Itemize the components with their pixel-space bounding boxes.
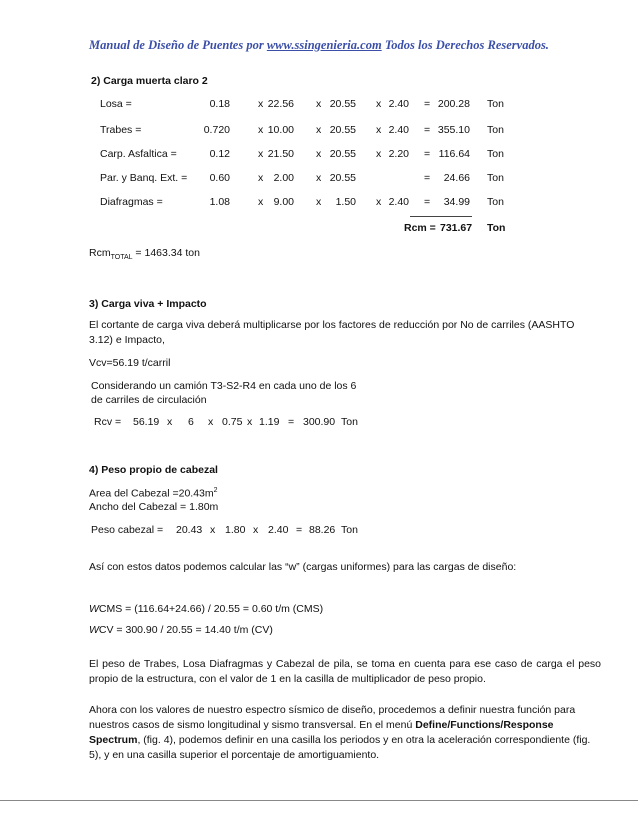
cell-a: 0.720: [203, 124, 230, 136]
peso-eq: =: [296, 524, 303, 536]
cell-unit: Ton: [487, 124, 504, 136]
cell-x2: x: [316, 148, 322, 160]
cell-x1: x: [258, 196, 264, 208]
total-row: [0, 222, 638, 236]
cell-b: 9.00: [273, 196, 294, 208]
cell-x2: x: [316, 172, 322, 184]
wcms-formula: WCMS = (116.64+24.66) / 20.55 = 0.60 t/m (CMS): [89, 603, 324, 615]
cell-x1: x: [258, 148, 264, 160]
cell-label: Trabes =: [100, 124, 142, 136]
rcv-eq: =: [288, 416, 295, 428]
cell-x1: x: [258, 98, 264, 110]
cell-eq: =: [424, 124, 431, 136]
truck-note-line1: Considerando un camión T3-S2-R4 en cada uno de los 6: [91, 380, 357, 392]
rcv-unit: Ton: [341, 416, 358, 428]
rcv-b: 6: [188, 416, 194, 428]
table-row: [0, 98, 638, 112]
cell-res: 200.28: [437, 98, 470, 110]
wcv-formula: WCV = 300.90 / 20.55 = 14.40 t/m (CV): [89, 624, 273, 636]
peso-c: 2.40: [268, 524, 289, 536]
rcv-res: 300.90: [303, 416, 336, 428]
cell-b: 10.00: [267, 124, 294, 136]
ancho-cabezal: Ancho del Cabezal = 1.80m: [89, 501, 219, 513]
peso-unit: Ton: [341, 524, 358, 536]
cell-label: Losa =: [100, 98, 132, 110]
rcv-a: 56.19: [133, 416, 160, 428]
cell-d: 2.40: [388, 196, 409, 208]
cell-x3: x: [376, 196, 382, 208]
cell-a: 0.12: [209, 148, 230, 160]
asi-text: Así con estos datos podemos calcular las “w” (cargas uniformes) para las cargas de diseño:: [89, 561, 517, 573]
peso-x2: x: [253, 524, 259, 536]
header-link[interactable]: www.ssingenieria.com: [266, 38, 382, 52]
cell-c: 1.50: [335, 196, 356, 208]
cell-b: 22.56: [267, 98, 294, 110]
cell-label: Carp. Asfaltica =: [100, 148, 177, 160]
cell-d: 2.20: [388, 148, 409, 160]
cell-d: 2.40: [388, 98, 409, 110]
cell-a: 0.60: [209, 172, 230, 184]
table-row: [0, 196, 638, 210]
cell-eq: =: [424, 172, 431, 184]
peso-label: Peso cabezal =: [91, 524, 164, 536]
table-row: [0, 148, 638, 162]
cell-x3: x: [376, 124, 382, 136]
rcv-row: [0, 416, 638, 430]
section3-paragraph: El cortante de carga viva deberá multiplicarse por los factores de reducción por No de carriles (AASHTO 3.12) e Impacto,: [89, 319, 575, 346]
cell-c: 20.55: [329, 124, 356, 136]
cell-res: 24.66: [443, 172, 470, 184]
cell-c: 20.55: [329, 148, 356, 160]
cell-eq: =: [424, 98, 431, 110]
section4-title: 4) Peso propio de cabezal: [89, 464, 218, 476]
cell-unit: Ton: [487, 172, 504, 184]
footer-rule: [0, 800, 638, 801]
cell-c: 20.55: [329, 98, 356, 110]
total-value: 731.67: [440, 222, 473, 234]
cell-unit: Ton: [487, 148, 504, 160]
rcv-x3: x: [247, 416, 253, 428]
cell-res: 116.64: [438, 148, 470, 160]
rcv-d: 1.19: [259, 416, 280, 428]
cell-x2: x: [316, 196, 322, 208]
cell-res: 34.99: [443, 196, 470, 208]
total-unit: Ton: [487, 222, 506, 234]
rcv-label: Rcv =: [94, 416, 122, 428]
cell-x2: x: [316, 124, 322, 136]
cell-x1: x: [258, 124, 264, 136]
cell-d: 2.40: [388, 124, 409, 136]
cell-unit: Ton: [487, 98, 504, 110]
cell-unit: Ton: [487, 196, 504, 208]
rcv-x2: x: [208, 416, 214, 428]
cell-b: 2.00: [273, 172, 294, 184]
rcv-x1: x: [167, 416, 173, 428]
cell-label: Par. y Banq. Ext. =: [100, 172, 188, 184]
peso-row: [0, 524, 638, 538]
cell-eq: =: [424, 148, 431, 160]
truck-note-line2: de carriles de circulación: [91, 394, 207, 406]
section3-title: 3) Carga viva + Impacto: [89, 298, 207, 310]
header-suffix: Todos los Derechos Reservados.: [381, 38, 549, 52]
rcv-c: 0.75: [222, 416, 243, 428]
header-prefix: Manual de Diseño de Puentes por: [89, 38, 267, 52]
cell-a: 0.18: [209, 98, 230, 110]
cell-x1: x: [258, 172, 264, 184]
peso-b: 1.80: [225, 524, 246, 536]
cell-x2: x: [316, 98, 322, 110]
table-row: [0, 172, 638, 186]
peso-x1: x: [210, 524, 216, 536]
section2-title: 2) Carga muerta claro 2: [91, 75, 208, 87]
total-label: Rcm =: [404, 222, 436, 234]
cell-label: Diafragmas =: [100, 196, 163, 208]
cell-x3: x: [376, 98, 382, 110]
cell-a: 1.08: [209, 196, 230, 208]
peso-a: 20.43: [176, 524, 203, 536]
table-row: [0, 124, 638, 138]
cell-x3: x: [376, 148, 382, 160]
peso-res: 88.26: [309, 524, 336, 536]
total-rule: [410, 216, 472, 217]
cell-eq: =: [424, 196, 431, 208]
vcv-value: Vcv=56.19 t/carril: [89, 357, 171, 369]
page-header: [0, 38, 638, 53]
final-paragraph: Ahora con los valores de nuestro espectro sísmico de diseño, procedemos a definir nuestra función para nuestros casos de sismo longitudinal y sismo transversal. En el menú Define/Functions/Response Spectrum, (fig. 4), podemos definir en una casilla los periodos y en otra la aceleración correspondiente (fig. 5), y en una casilla superior el porcentaje de amortiguamiento.: [89, 704, 591, 761]
cell-c: 20.55: [329, 172, 356, 184]
peso-propio-paragraph: El peso de Trabes, Losa Diafragmas y Cabezal de pila, se toma en cuenta para ese caso de carga el peso propio de la estructura, con el valor de 1 en la casilla de multiplicador de peso propio.: [89, 658, 601, 685]
rcm-total: Rcm$_{TOTAL}$ = 1463.34 ton: [89, 247, 200, 262]
cell-b: 21.50: [267, 148, 294, 160]
area-cabezal: Area del Cabezal $=20.43m^2$: [89, 487, 218, 500]
cell-res: 355.10: [437, 124, 470, 136]
